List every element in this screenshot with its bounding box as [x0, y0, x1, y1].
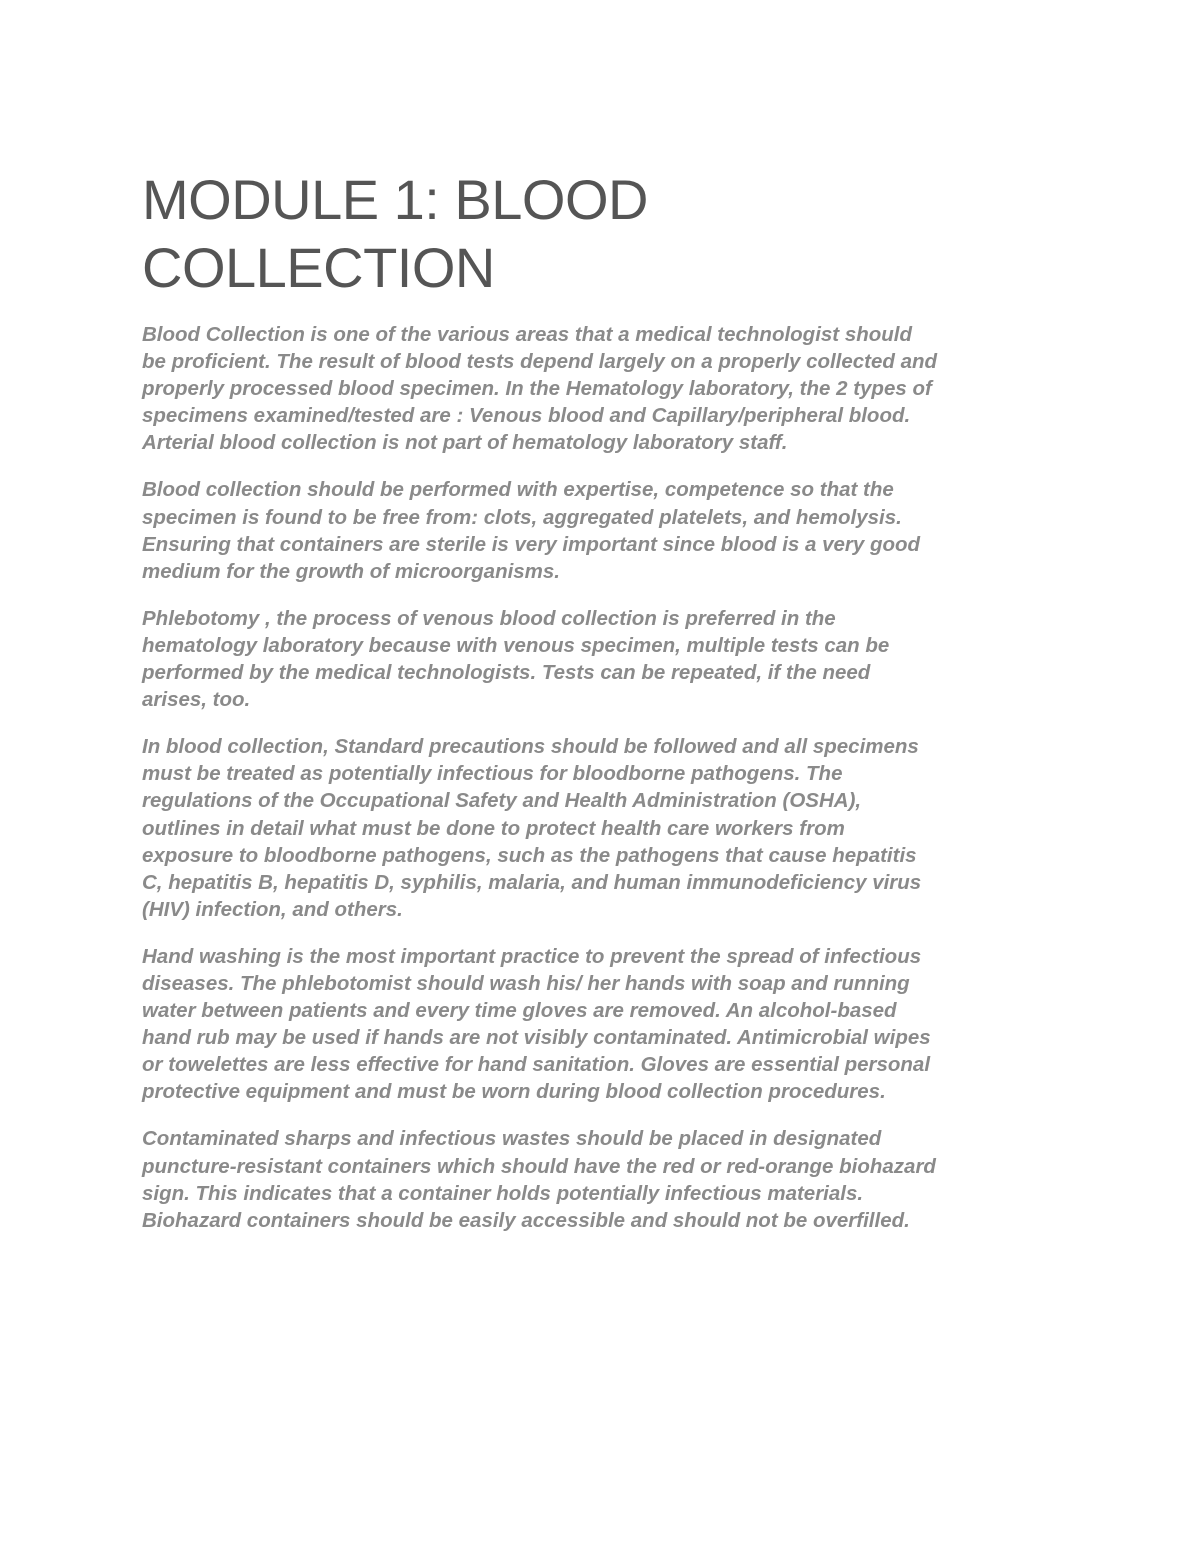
text-line: In blood collection, Standard precautions should be followed and all specimens [142, 735, 919, 759]
text-line: C, hepatitis B, hepatitis D, syphilis, malaria, and human immunodeficiency virus [142, 870, 922, 894]
text-line: Ensuring that containers are sterile is very important since blood is a very good [142, 532, 921, 556]
paragraph-hand-washing [142, 943, 1072, 1106]
text-line: outlines in detail what must be done to protect health care workers from [142, 816, 845, 840]
text-line: specimen is found to be free from: clots, aggregated platelets, and hemolysis. [142, 505, 902, 529]
text-line: diseases. The phlebotomist should wash his/ her hands with soap and running [142, 971, 910, 995]
text-line: sign. This indicates that a container holds potentially infectious materials. [142, 1181, 864, 1205]
title-line: MODULE 1: BLOOD [142, 168, 648, 231]
text-line: be proficient. The result of blood tests depend largely on a properly collected and [142, 350, 938, 374]
text-line: Blood collection should be performed with expertise, competence so that the [142, 478, 894, 502]
text-line: Blood Collection is one of the various areas that a medical technologist should [142, 323, 913, 346]
text-line: hand rub may be used if hands are not visibly contaminated. Antimicrobial wipes [142, 1026, 931, 1050]
text-line: must be treated as potentially infectious for bloodborne pathogens. The [142, 762, 843, 786]
paragraph-blood-collection-intro [142, 321, 1072, 456]
text-line: regulations of the Occupational Safety and Health Administration (OSHA), [142, 789, 862, 813]
text-line: (HIV) infection, and others. [142, 897, 403, 921]
text-line: hematology laboratory because with venous specimen, multiple tests can be [142, 633, 890, 657]
text-line: exposure to bloodborne pathogens, such as the pathogens that cause hepatitis [142, 843, 917, 867]
text-line: Hand washing is the most important practice to prevent the spread of infectious [142, 944, 922, 968]
text-line: properly processed blood specimen. In the Hematology laboratory, the 2 types of [142, 377, 932, 401]
paragraph-expertise [142, 476, 1072, 584]
text-line: Contaminated sharps and infectious wastes should be placed in designated [142, 1127, 882, 1151]
text-line: medium for the growth of microorganisms. [142, 559, 561, 583]
title-line: COLLECTION [142, 236, 495, 299]
body-text [142, 321, 1072, 1234]
text-line: puncture-resistant containers which should have the red or red-orange biohazard [142, 1154, 936, 1178]
text-line: Arterial blood collection is not part of hematology laboratory staff. [142, 431, 788, 455]
text-line: or towelettes are less effective for hand sanitation. Gloves are essential personal [142, 1053, 931, 1077]
text-line: specimens examined/tested are : Venous blood and Capillary/peripheral blood. [142, 404, 911, 428]
text-line: arises, too. [142, 688, 251, 712]
page-content [142, 166, 1072, 1254]
paragraph-phlebotomy [142, 605, 1072, 713]
text-line: performed by the medical technologists. Tests can be repeated, if the need [142, 661, 871, 685]
page-title [142, 166, 1072, 302]
text-line: Phlebotomy , the process of venous blood collection is preferred in the [142, 606, 836, 630]
text-line: water between patients and every time gloves are removed. An alcohol-based [142, 999, 897, 1023]
paragraph-standard-precautions [142, 733, 1072, 923]
paragraph-sharps-disposal [142, 1125, 1072, 1233]
text-line: protective equipment and must be worn during blood collection procedures. [142, 1080, 886, 1104]
text-line: Biohazard containers should be easily accessible and should not be overfilled. [142, 1208, 910, 1232]
